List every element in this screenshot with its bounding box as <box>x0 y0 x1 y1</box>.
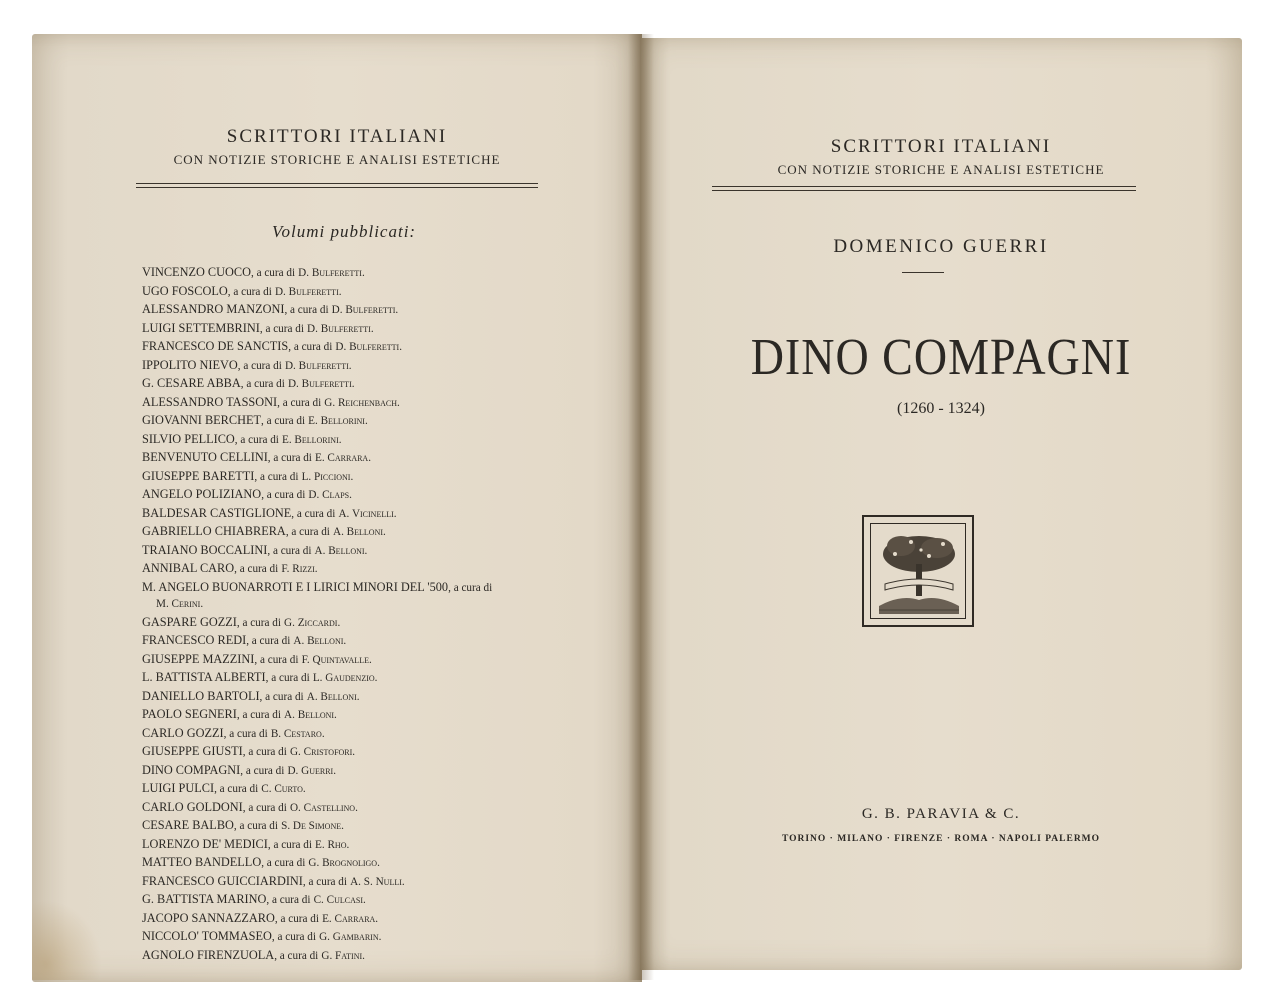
volume-entry <box>142 688 612 707</box>
volume-cura-label: , a cura di <box>288 341 333 353</box>
volume-editor: D. Claps. <box>308 489 352 501</box>
volume-cura-label: , a cura di <box>267 544 312 557</box>
author-divider <box>902 272 944 273</box>
volume-author: GIUSEPPE GIUSTI <box>142 744 243 758</box>
volume-editor: G. Brognoligo. <box>308 857 380 869</box>
volume-entry <box>142 486 612 505</box>
volume-editor: C. Curto. <box>261 783 306 795</box>
volume-entry <box>142 762 612 781</box>
right-rule-bottom <box>712 190 1136 191</box>
volume-entry <box>142 873 612 892</box>
volume-cura-label: , a cura di <box>266 894 311 906</box>
volume-entry <box>142 743 612 762</box>
volume-entry <box>142 283 612 302</box>
volume-editor: E. Carrara. <box>314 452 372 464</box>
volume-author: CARLO GOLDONI <box>142 799 243 814</box>
volume-entry <box>142 431 612 450</box>
volume-editor: D. Bulferetti. <box>331 304 399 316</box>
volume-cura-label: , a cura di <box>236 616 281 629</box>
volume-author: ANNIBAL CARO <box>142 561 235 575</box>
volume-cura-label: , a cura di <box>274 949 319 962</box>
volume-cura-label: , a cura di <box>236 709 281 721</box>
volume-author: ANGELO POLIZIANO <box>142 487 262 501</box>
volume-editor: F. Rizzi. <box>281 563 318 575</box>
volume-author: TRAIANO BOCCALINI <box>142 542 268 557</box>
volume-editor: A. Belloni. <box>284 709 337 721</box>
volume-cura-label: , a cura di <box>285 526 330 538</box>
volume-editor: S. De Simone. <box>281 820 344 832</box>
volume-author: DINO COMPAGNI <box>142 762 241 777</box>
volume-author: L. BATTISTA ALBERTI <box>142 670 266 684</box>
volume-author: BALDESAR CASTIGLIONE <box>142 505 292 520</box>
volume-entry <box>142 560 612 579</box>
volume-cura-label: , a cura di <box>240 378 285 390</box>
volume-author: LUIGI PULCI <box>142 781 215 795</box>
volume-editor: E. Bellorini. <box>281 433 342 446</box>
volume-editor: E. Carrara. <box>322 912 379 925</box>
left-series-title: SCRITTORI ITALIANI <box>226 126 448 147</box>
volume-entry <box>142 357 612 376</box>
volume-editor: D. Bulferetti. <box>284 359 352 372</box>
volume-author: JACOPO SANNAZZARO <box>142 910 275 925</box>
volume-editor: E. Rho. <box>315 838 350 851</box>
volume-cura-label: , a cura di <box>246 635 291 647</box>
volume-cura-label: , a cura di <box>233 820 279 832</box>
volume-cura-label: , a cura di <box>259 322 304 335</box>
volume-entry <box>142 523 612 542</box>
volume-author: FRANCESCO REDI <box>142 633 247 647</box>
volume-entry <box>142 468 612 487</box>
volume-editor: A. S. Nulli. <box>350 875 405 888</box>
volume-editor: L. Gaudenzio. <box>312 672 378 684</box>
left-rule-bottom <box>136 187 538 188</box>
volume-author: CARLO GOZZI <box>142 725 224 740</box>
left-rule-top <box>136 183 538 184</box>
paper-stain <box>32 900 102 980</box>
volume-author: CESARE BALBO <box>142 818 234 832</box>
volume-editor-wrap <box>142 595 612 614</box>
volume-author: ALESSANDRO TASSONI <box>142 394 278 409</box>
volume-entry <box>142 817 612 836</box>
book-dates: (1260 - 1324) <box>897 400 985 417</box>
volume-author: ALESSANDRO MANZONI <box>142 302 285 316</box>
volume-entry <box>142 264 612 283</box>
volume-entry <box>142 780 612 799</box>
volume-entry <box>142 651 612 670</box>
volume-cura-label: , a cura di <box>237 359 282 372</box>
volume-editor: D. Bulferetti. <box>298 267 365 279</box>
volume-cura-label: , a cura di <box>250 267 296 279</box>
volume-entry <box>142 632 612 651</box>
volume-editor: A. Belloni. <box>306 690 360 703</box>
volume-author: NICCOLO' TOMMASEO <box>142 929 272 943</box>
volume-author: FRANCESCO DE SANCTIS <box>142 339 289 353</box>
volume-cura-label: , a cura di <box>214 783 259 795</box>
volume-cura-label: , a cura di <box>259 690 304 703</box>
volume-entry <box>142 320 612 339</box>
volume-editor: C. Culcasi. <box>313 894 366 906</box>
volume-entry <box>142 449 612 468</box>
volume-author: M. ANGELO BUONARROTI E I LIRICI MINORI DEL '500 <box>142 579 449 594</box>
right-series-subtitle: CON NOTIZIE STORICHE E ANALISI ESTETICHE <box>777 162 1105 177</box>
volume-cura-label: , a cura di <box>242 746 287 758</box>
publisher-name: G. B. PARAVIA & C. <box>861 806 1021 822</box>
volume-entry <box>142 836 612 855</box>
volume-author: G. CESARE ABBA <box>142 376 241 390</box>
volume-author: LORENZO DE' MEDICI <box>142 836 268 851</box>
book-title: DINO COMPAGNI <box>750 327 1132 386</box>
volume-editor: D. Guerri. <box>287 764 337 777</box>
volume-cura-label: , a cura di <box>234 433 279 446</box>
volume-author: GIUSEPPE BARETTI <box>142 468 255 483</box>
volume-author: PAOLO SEGNERI <box>142 707 237 721</box>
volume-entry <box>142 542 612 561</box>
volume-editor: A. Belloni. <box>314 544 368 557</box>
volume-entry <box>142 910 612 929</box>
emblem-frame <box>870 523 966 619</box>
tree-emblem-icon <box>862 515 974 627</box>
volume-editor: G. Fatini. <box>321 949 365 962</box>
volume-author: UGO FOSCOLO <box>142 283 228 298</box>
volume-entry <box>142 505 612 524</box>
volume-editor: A. Vicinelli. <box>338 507 397 520</box>
volume-cura-label: , a cura di <box>240 764 285 777</box>
volume-entry <box>142 706 612 725</box>
volume-author: DANIELLO BARTOLI <box>142 688 260 703</box>
volume-author: G. BATTISTA MARINO <box>142 892 267 906</box>
volumes-list <box>142 264 612 965</box>
volume-entry <box>142 854 612 873</box>
volume-entry <box>142 375 612 394</box>
volume-entry <box>142 338 612 357</box>
volume-cura-label: , a cura di <box>267 838 312 851</box>
volume-cura-label: , a cura di <box>227 285 272 298</box>
volume-author: MATTEO BANDELLO <box>142 855 262 869</box>
volume-entry <box>142 947 612 966</box>
volume-cura-label: , a cura di <box>267 452 312 464</box>
volume-cura-label: , a cura di <box>261 489 306 501</box>
book-author: DOMENICO GUERRI <box>833 236 1049 257</box>
volume-editor: L. Piccioni. <box>301 470 354 483</box>
volume-editor: G. Cristofori. <box>289 746 356 758</box>
volume-editor: O. Castellino. <box>289 801 358 814</box>
volume-editor: G. Gambarin. <box>319 931 382 943</box>
volume-cura-label: , a cura di <box>291 507 336 520</box>
volume-entry <box>142 614 612 633</box>
volume-author: GABRIELLO CHIABRERA <box>142 524 286 538</box>
volume-entry <box>142 301 612 320</box>
volume-author: GIUSEPPE MAZZINI <box>142 651 255 666</box>
volume-entry <box>142 394 612 413</box>
volume-author: GIOVANNI BERCHET <box>142 413 261 427</box>
volumes-heading: Volumi pubblicati: <box>272 222 417 241</box>
volume-cura-label: , a cura di <box>254 653 299 666</box>
volume-cura-label: , a cura di <box>261 857 306 869</box>
volume-cura-label: , a cura di <box>302 875 348 888</box>
volume-entry <box>142 579 612 614</box>
volume-entry <box>142 928 612 947</box>
volume-author: VINCENZO CUOCO <box>142 265 251 279</box>
volume-cura-label: , a cura di <box>254 470 299 483</box>
volume-cura-label: , a cura di <box>271 931 316 943</box>
volume-cura-label: , a cura di <box>448 581 493 594</box>
right-rule-top <box>712 186 1136 187</box>
volume-editor: B. Cestaro. <box>270 727 325 740</box>
volume-author: IPPOLITO NIEVO <box>142 357 238 372</box>
volume-cura-label: , a cura di <box>277 396 322 409</box>
volume-editor: A. Belloni. <box>333 526 386 538</box>
volume-author: SILVIO PELLICO <box>142 431 235 446</box>
volume-author: BENVENUTO CELLINI <box>142 450 268 464</box>
volume-editor: D. Bulferetti. <box>274 285 342 298</box>
volume-entry <box>142 669 612 688</box>
left-series-subtitle: CON NOTIZIE STORICHE E ANALISI ESTETICHE <box>173 152 501 167</box>
volume-entry <box>142 891 612 910</box>
volume-entry <box>142 412 612 431</box>
volume-author: AGNOLO FIRENZUOLA <box>142 947 275 962</box>
volume-author: LUIGI SETTEMBRINI <box>142 320 260 335</box>
volume-editor: E. Bellorini. <box>308 415 368 427</box>
volume-cura-label: , a cura di <box>242 801 287 814</box>
volume-author: FRANCESCO GUICCIARDINI <box>142 873 303 888</box>
volume-entry <box>142 725 612 744</box>
volume-editor: D. Bulferetti. <box>287 378 355 390</box>
volume-editor: G. Reichenbach. <box>324 396 400 409</box>
volume-cura-label: , a cura di <box>234 563 279 575</box>
volume-cura-label: , a cura di <box>223 727 268 740</box>
volume-editor: F. Quintavalle. <box>301 653 372 666</box>
volume-cura-label: , a cura di <box>284 304 329 316</box>
volume-editor: G. Ziccardi. <box>284 616 341 629</box>
volume-editor: A. Belloni. <box>293 635 347 647</box>
volume-author: GASPARE GOZZI <box>142 614 237 629</box>
volume-editor: D. Bulferetti. <box>335 341 403 353</box>
volume-editor: D. Bulferetti. <box>307 322 374 335</box>
volume-entry <box>142 799 612 818</box>
volume-cura-label: , a cura di <box>260 415 306 427</box>
publisher-cities: TORINO · MILANO · FIRENZE · ROMA · NAPOLI PALERMO <box>781 834 1101 844</box>
volume-cura-label: , a cura di <box>265 672 310 684</box>
volume-editor: M. Cerini. <box>156 598 204 610</box>
tree-emblem-drawing <box>871 524 967 620</box>
right-series-title: SCRITTORI ITALIANI <box>830 136 1052 157</box>
volume-cura-label: , a cura di <box>274 912 319 925</box>
